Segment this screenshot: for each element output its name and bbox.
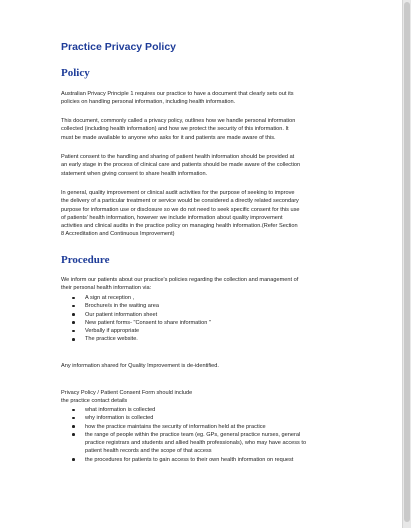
text-line: why information is collected	[85, 415, 154, 422]
list-item: Verbally if appropriate	[61, 327, 211, 335]
text-line: collected (including health information) and how we protect the security of this information. It	[61, 126, 289, 133]
text-line: Patient consent to the handling and sharing of patient health information should be provided at	[61, 154, 295, 160]
procedure-heading: Procedure	[61, 254, 110, 266]
text-line: their personal health information via:	[61, 285, 152, 292]
text-line: Australian Privacy Principle 1 requires our practice to have a document that clearly sets out its	[61, 91, 294, 97]
text-line: practice registrars and students and allied health professionals), who may have access to	[85, 440, 307, 447]
text-line: must be made available to anyone who asks for it and patients are made aware of this.	[61, 134, 276, 141]
text-line: how the practice maintains the security of information held at the practice	[85, 423, 266, 430]
policy-paragraph-4	[61, 189, 361, 239]
list-item	[61, 456, 306, 464]
consent-form-contents-list	[61, 406, 306, 464]
text-line: the practice contact details	[61, 398, 128, 405]
quality-improvement-note	[61, 362, 361, 370]
text-line: of patients' health information, however we include information about quality improvement	[61, 214, 283, 221]
text-line: Any information shared for Quality Improvement is de-identified.	[61, 363, 219, 369]
text-line: 8 Accreditation and Continuous Improvement)	[61, 231, 175, 238]
list-item: Our patient information sheet	[61, 311, 211, 319]
list-item	[61, 414, 306, 422]
notification-methods-list	[61, 294, 211, 344]
text-line: the delivery of a particular treatment or service would be considered a directly related secondary	[61, 198, 299, 205]
scrollbar-thumb[interactable]	[404, 2, 410, 522]
text-line: In general, quality improvement or clinical audit activities for the purpose of seeking to improve	[61, 190, 295, 196]
list-item	[61, 406, 306, 414]
text-line: the range of people within the practice team (eg. GPs, general practice nurses, general	[85, 431, 301, 438]
consent-form-intro	[61, 389, 361, 406]
text-line: purpose for information use or disclosure so we do not need to seek specific consent for this use	[61, 206, 300, 213]
text-line: what information is collected	[85, 407, 156, 413]
text-line: the procedures for patients to gain access to their own health information on request	[85, 456, 294, 463]
document-title: Practice Privacy Policy	[61, 41, 176, 53]
text-line: an early stage in the process of clinical care and patients should be made aware of the collection	[61, 162, 301, 169]
procedure-intro	[61, 276, 361, 293]
list-item: New patient forms- "Consent to share information "	[61, 319, 211, 327]
text-line: statement when giving consent to share health information.	[61, 170, 208, 177]
list-item: A sign at reception ,	[61, 294, 211, 302]
text-line: Privacy Policy / Patient Consent Form should include	[61, 390, 193, 396]
list-item: The practice website.	[61, 335, 211, 343]
list-item	[61, 431, 306, 456]
policy-paragraph-1	[61, 90, 361, 107]
text-line: activities and clinical audits in the practice policy on managing health information.(Refer Section	[61, 223, 298, 230]
policy-paragraph-2	[61, 117, 361, 142]
policy-paragraph-3	[61, 153, 361, 178]
text-line: patient health records and the scope of that access	[85, 448, 212, 455]
text-line: policies on handling personal information, including health information.	[61, 99, 236, 106]
list-item: Brochure/s in the waiting area	[61, 302, 211, 310]
text-line: We inform our patients about our practice's policies regarding the collection and management of	[61, 277, 299, 283]
policy-heading: Policy	[61, 67, 90, 79]
text-line: This document, commonly called a privacy policy, outlines how we handle personal information	[61, 118, 296, 124]
list-item	[61, 423, 306, 431]
